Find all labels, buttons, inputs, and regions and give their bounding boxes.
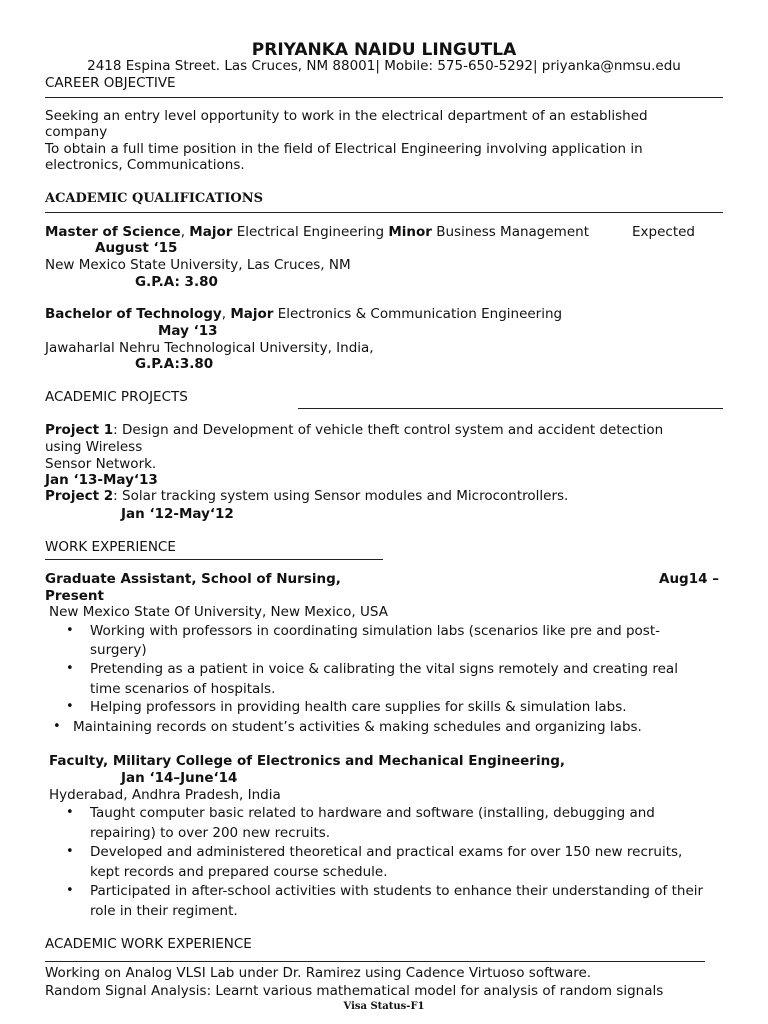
job-1-bullet: Helping professors in providing health care supplies for skills & simulation labs. <box>90 699 627 715</box>
job-2-bullet: Participated in after-school activities with students to enhance their understanding of their <box>90 883 704 899</box>
ms-expected: Expected <box>632 224 695 240</box>
visa-status: Visa Status-F1 <box>343 1001 425 1012</box>
btech-gpa: G.P.A:3.80 <box>135 356 214 372</box>
ms-school: New Mexico State University, Las Cruces, NM <box>45 257 351 273</box>
job-1-bullet: Working with professors in coordinating simulation labs (scenarios like pre and post- <box>90 623 660 639</box>
job-1-bullet-cont: time scenarios of hospitals. <box>90 681 276 697</box>
resume-name: PRIYANKA NAIDU LINGUTLA <box>251 40 517 60</box>
section-divider <box>45 212 723 213</box>
objective-line: To obtain a full time position in the field of Electrical Engineering involving application in <box>45 141 643 157</box>
job-1-date-start: Aug14 – <box>659 571 719 587</box>
project-2-line <box>45 488 568 504</box>
btech-major: Electronics & Communication Engineering <box>277 306 563 322</box>
academic-projects-heading: ACADEMIC PROJECTS <box>45 389 188 405</box>
job-2-title: Faculty, Military College of Electronics and Mechanical Engineering, <box>49 753 565 769</box>
academic-qualifications-heading: ACADEMIC QUALIFICATIONS <box>45 191 263 206</box>
ms-major: Electrical Engineering <box>236 224 385 240</box>
job-1-date-end: Present <box>45 588 104 604</box>
job-2-bullet-cont: repairing) to over 200 new recruits. <box>90 825 331 841</box>
job-1-bullet: Maintaining records on student’s activities & making schedules and organizing labs. <box>73 719 642 735</box>
objective-line: Seeking an entry level opportunity to work in the electrical department of an established <box>45 108 648 124</box>
project-2-label: Project 2 <box>45 488 114 504</box>
btech-degree: Bachelor of Technology <box>45 306 222 322</box>
section-divider <box>45 961 705 962</box>
project-1-desc-3: Sensor Network. <box>45 456 157 472</box>
ms-minor: Business Management <box>436 224 589 240</box>
section-divider <box>298 408 723 409</box>
job-2-date: Jan ‘14–June‘14 <box>121 770 238 786</box>
project-1-desc: : Design and Development of vehicle theft control system and accident detection <box>113 422 664 438</box>
contact-line: 2418 Espina Street. Las Cruces, NM 88001| Mobile: 575-650-5292| priyanka@nmsu.edu <box>87 58 681 74</box>
bullet-dot: • <box>66 623 74 638</box>
job-2-bullet-cont: role in their regiment. <box>90 903 238 919</box>
job-1-bullet: Pretending as a patient in voice & calibrating the vital signs remotely and creating real <box>90 661 678 677</box>
project-2-date: Jan ‘12-May‘12 <box>121 506 234 522</box>
btech-major-label: Major <box>230 306 274 322</box>
bullet-dot: • <box>66 661 74 676</box>
job-2-location: Hyderabad, Andhra Pradesh, India <box>49 787 281 803</box>
project-1-date: Jan ‘13-May‘13 <box>45 472 158 488</box>
job-2-bullet-cont: kept records and prepared course schedule. <box>90 864 388 880</box>
ms-degree: Master of Science <box>45 224 181 240</box>
ms-degree-line: Master of Science, Major Electrical Engineering Minor Business Management <box>45 224 589 240</box>
ms-date: August ‘15 <box>95 240 178 256</box>
bullet-dot: • <box>66 699 74 714</box>
job-1-title: Graduate Assistant, School of Nursing, <box>45 571 341 587</box>
academic-work-line: Working on Analog VLSI Lab under Dr. Ramirez using Cadence Virtuoso software. <box>45 965 592 981</box>
career-objective-heading: CAREER OBJECTIVE <box>45 75 176 91</box>
btech-school: Jawaharlal Nehru Technological University, India, <box>45 340 374 356</box>
bullet-dot: • <box>53 719 61 734</box>
project-1-label: Project 1 <box>45 422 114 438</box>
bullet-dot: • <box>66 844 74 859</box>
academic-work-line: Random Signal Analysis: Learnt various mathematical model for analysis of random signals <box>45 983 664 999</box>
objective-line: company <box>45 124 108 140</box>
bullet-dot: • <box>66 883 74 898</box>
btech-date: May ‘13 <box>158 323 218 339</box>
btech-degree-line: Bachelor of Technology, Major Electronics & Communication Engineering <box>45 306 563 322</box>
project-1-line <box>45 422 663 438</box>
project-1-desc-2: using Wireless <box>45 439 143 455</box>
job-1-org: New Mexico State Of University, New Mexico, USA <box>49 604 388 620</box>
job-2-bullet: Taught computer basic related to hardware and software (installing, debugging and <box>90 805 655 821</box>
project-2-desc: : Solar tracking system using Sensor modules and Microcontrollers. <box>113 488 569 504</box>
bullet-dot: • <box>66 805 74 820</box>
objective-line: electronics, Communications. <box>45 157 245 173</box>
work-experience-heading: WORK EXPERIENCE <box>45 539 176 555</box>
job-1-bullet-cont: surgery) <box>90 642 147 658</box>
ms-major-label: Major <box>189 224 233 240</box>
academic-work-experience-heading: ACADEMIC WORK EXPERIENCE <box>45 936 252 952</box>
section-divider <box>45 559 383 560</box>
ms-gpa: G.P.A: 3.80 <box>135 274 218 290</box>
ms-minor-label: Minor <box>388 224 432 240</box>
section-divider <box>45 97 723 98</box>
job-2-bullet: Developed and administered theoretical and practical exams for over 150 new recruits, <box>90 844 683 860</box>
